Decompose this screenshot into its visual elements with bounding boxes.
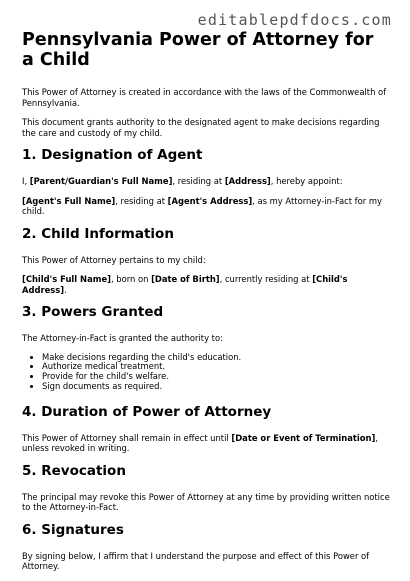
section-heading-duration: 4. Duration of Power of Attorney: [22, 403, 272, 420]
section-heading-revocation: 5. Revocation: [22, 462, 126, 479]
document-title: Pennsylvania Power of Attorney for a Child: [22, 30, 374, 70]
text: , hereby appoint:: [270, 176, 343, 186]
child-details-paragraph: [22, 274, 390, 295]
designation-paragraph: [22, 176, 390, 187]
section-heading-signatures: 6. Signatures: [22, 521, 124, 538]
agent-paragraph: [22, 196, 390, 217]
placeholder-agent-name: [Agent's Full Name]: [22, 195, 116, 206]
placeholder-child-name: [Child's Full Name]: [22, 274, 111, 284]
powers-intro-paragraph: The Attorney-in-Fact is granted the authority to:: [22, 333, 223, 343]
section-heading-child: 2. Child Information: [22, 225, 174, 242]
section-heading-powers: 3. Powers Granted: [22, 304, 164, 320]
text: , as my Attorney-in-Fact for my child.: [22, 195, 382, 216]
intro-paragraph: This document grants authority to the designated agent to make decisions regarding the care and custody of my child.: [22, 117, 380, 138]
text: , born on: [110, 274, 152, 284]
list-item: • Authorize medical treatment.: [42, 362, 390, 372]
intro-paragraph: This Power of Attorney is created in accordance with the laws of the Commonwealth of Pennsylvania.: [22, 87, 387, 108]
text: , residing at: [115, 195, 168, 206]
watermark: editablepdfdocs.com: [197, 11, 392, 29]
placeholder-address: [Address]: [224, 176, 271, 186]
signatures-paragraph: By signing below, I affirm that I understand the purpose and effect of this Power of Attorney.: [22, 550, 370, 572]
text: , residing at: [172, 176, 225, 186]
text: I,: [22, 176, 30, 186]
duration-paragraph: [22, 433, 390, 454]
text: .: [64, 284, 67, 295]
list-item: • Make decisions regarding the child's education.: [42, 353, 390, 363]
powers-list: [22, 353, 390, 392]
document: [22, 30, 390, 581]
revocation-paragraph: The principal may revoke this Power of Attorney at any time by providing written notice to the Attorney-in-Fact.: [22, 491, 390, 513]
section-heading-designation: 1. Designation of Agent: [22, 147, 203, 163]
placeholder-date-of-birth: [Date of Birth]: [151, 274, 220, 284]
list-item: • Provide for the child's welfare.: [42, 372, 390, 382]
text: , currently residing at: [219, 274, 313, 284]
placeholder-child-address: [Child's Address]: [22, 274, 348, 295]
placeholder-parent-name: [Parent/Guardian's Full Name]: [29, 176, 173, 186]
text: , unless revoked in writing.: [22, 432, 379, 454]
child-intro-paragraph: This Power of Attorney pertains to my child:: [22, 254, 206, 265]
placeholder-agent-address: [Agent's Address]: [167, 195, 253, 206]
list-item: • Sign documents as required.: [42, 382, 390, 392]
text: This Power of Attorney shall remain in effect until: [22, 432, 232, 443]
placeholder-termination: [Date or Event of Termination]: [231, 432, 376, 443]
